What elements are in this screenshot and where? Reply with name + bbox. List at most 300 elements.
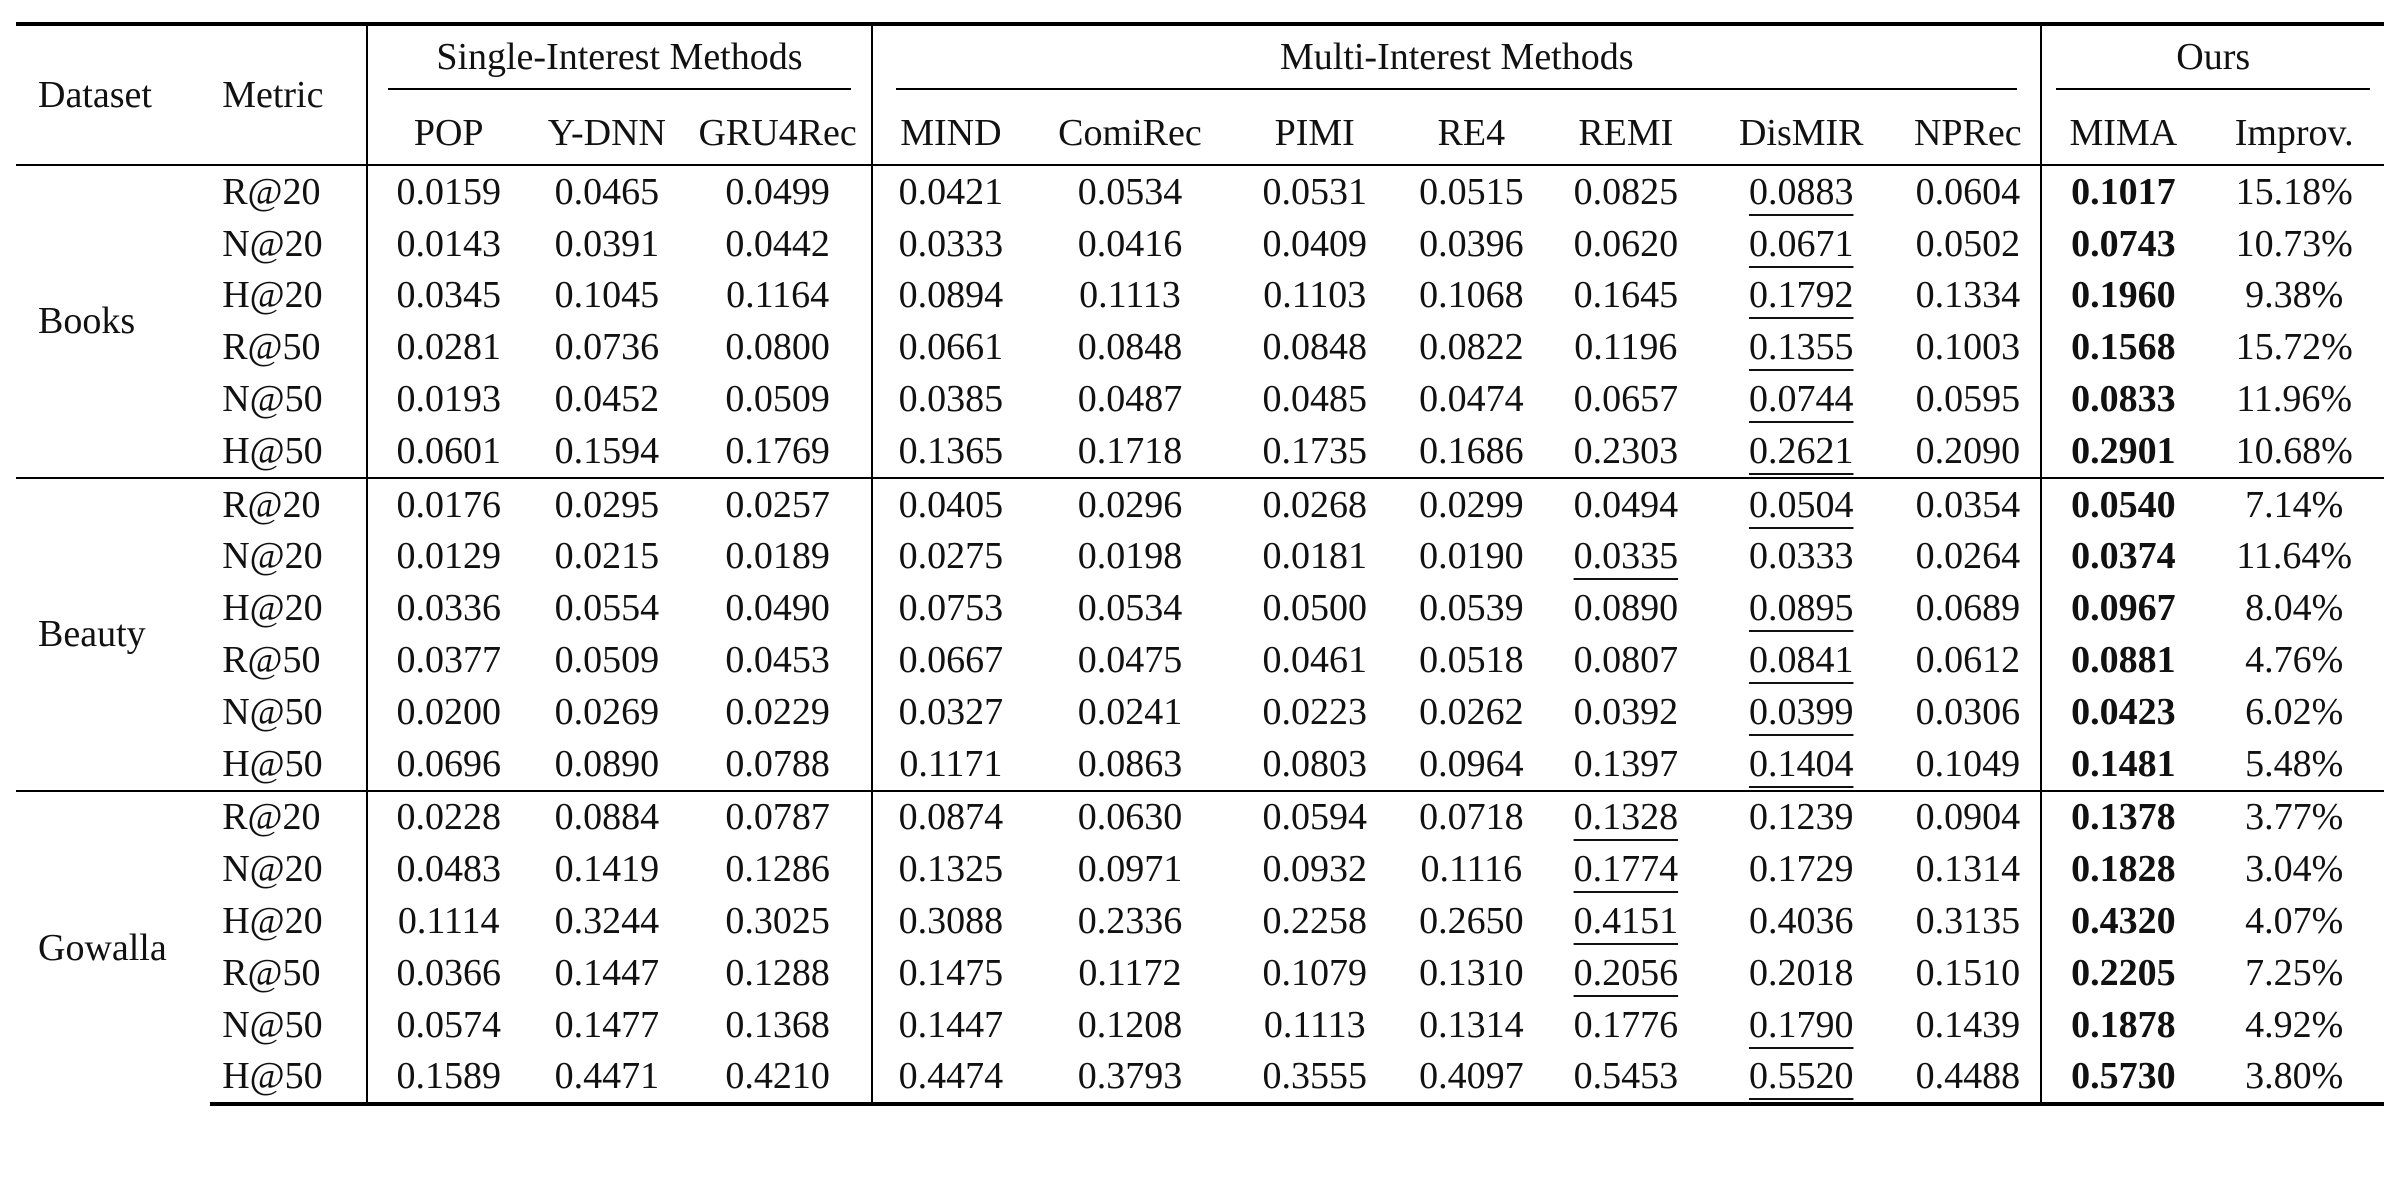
cell-value: 0.0143	[396, 222, 501, 265]
value-cell	[872, 999, 1029, 1051]
improvement-cell	[2204, 999, 2384, 1051]
results-table	[16, 22, 2384, 1106]
cell-value: 0.0268	[1262, 483, 1367, 526]
value-cell	[684, 531, 872, 583]
value-cell	[872, 582, 1029, 634]
value-cell	[1029, 843, 1232, 895]
value-cell	[367, 686, 530, 738]
value-cell	[684, 791, 872, 844]
cell-value: 0.0595	[1915, 378, 2021, 421]
second-best-value: 0.2621	[1748, 429, 1854, 472]
value-cell	[1231, 947, 1398, 999]
second-best-value: 0.0841	[1748, 639, 1854, 682]
group-header-row	[16, 24, 2384, 102]
cell-value: 0.0193	[396, 378, 501, 421]
best-value-cell	[2041, 999, 2204, 1051]
value-cell	[367, 1051, 530, 1105]
value-cell	[1707, 895, 1895, 947]
column-header-mind: MIND	[872, 102, 1029, 165]
best-value: 0.1828	[2071, 848, 2176, 891]
value-cell	[1398, 582, 1544, 634]
metric-cell: R@50	[222, 326, 321, 369]
improvement-cell	[2204, 895, 2384, 947]
group-header-ours-label: Ours	[2056, 38, 2370, 90]
cell-value: 0.0190	[1419, 535, 1524, 578]
value-cell	[1895, 478, 2041, 531]
best-value-cell	[2041, 321, 2204, 373]
metric-header: Metric	[210, 24, 367, 165]
improvement-value: 4.76%	[2245, 639, 2344, 682]
value-cell	[1231, 218, 1398, 270]
second-best-value: 0.0883	[1748, 170, 1854, 213]
value-cell	[367, 634, 530, 686]
value-cell	[1398, 531, 1544, 583]
value-cell	[1029, 634, 1232, 686]
cell-value: 0.1645	[1573, 274, 1679, 317]
metric-cell: R@20	[210, 791, 367, 844]
cell-value: 0.1114	[397, 900, 500, 943]
cell-value: 0.0807	[1573, 639, 1679, 682]
cell-value: 0.0295	[554, 483, 660, 526]
column-header-row	[16, 102, 2384, 165]
value-cell	[1707, 478, 1895, 531]
column-header-pop: POP	[367, 102, 530, 165]
cell-value: 0.1068	[1419, 274, 1524, 317]
value-cell	[530, 738, 685, 791]
metric-cell: N@50	[222, 1003, 323, 1046]
best-value: 0.0881	[2071, 639, 2176, 682]
value-cell	[1707, 843, 1895, 895]
best-value: 0.1878	[2071, 1003, 2176, 1046]
cell-value: 0.0894	[898, 274, 1004, 317]
table-body	[16, 165, 2384, 1104]
cell-value: 0.1208	[1077, 1003, 1183, 1046]
value-cell	[872, 791, 1029, 844]
value-cell	[1544, 218, 1707, 270]
value-cell	[1398, 947, 1544, 999]
cell-value: 0.0483	[396, 848, 501, 891]
value-cell	[1895, 947, 2041, 999]
cell-value: 0.0848	[1262, 326, 1367, 369]
value-cell	[1029, 218, 1232, 270]
improvement-cell	[2204, 686, 2384, 738]
improvement-value: 10.68%	[2235, 429, 2353, 472]
group-header-multi	[872, 24, 2041, 102]
improvement-value: 3.77%	[2245, 796, 2344, 839]
value-cell	[684, 1051, 872, 1105]
cell-value: 0.0661	[898, 326, 1004, 369]
value-cell	[1398, 634, 1544, 686]
cell-value: 0.0612	[1915, 639, 2021, 682]
value-cell	[684, 270, 872, 322]
value-cell	[872, 895, 1029, 947]
improvement-value: 7.25%	[2245, 951, 2344, 994]
cell-value: 0.0377	[396, 639, 501, 682]
metric-cell: N@20	[222, 535, 323, 578]
cell-value: 0.0299	[1419, 483, 1524, 526]
table-row	[16, 634, 2384, 686]
cell-value: 0.0787	[725, 796, 830, 839]
value-cell	[872, 165, 1029, 218]
value-cell	[1895, 895, 2041, 947]
cell-value: 0.0354	[1915, 483, 2021, 526]
cell-value: 0.1686	[1419, 429, 1524, 472]
cell-value: 0.0345	[396, 274, 501, 317]
cell-value: 0.2650	[1419, 900, 1524, 943]
value-cell	[1231, 999, 1398, 1051]
cell-value: 0.4471	[554, 1055, 660, 1098]
column-header-remi: REMI	[1578, 112, 1674, 154]
best-value: 0.0374	[2071, 535, 2176, 578]
value-cell	[1029, 738, 1232, 791]
value-cell	[1398, 843, 1544, 895]
best-value: 0.2901	[2071, 429, 2176, 472]
cell-value: 0.0327	[898, 690, 1004, 733]
column-header-gru4rec: GRU4Rec	[698, 112, 857, 154]
value-cell	[1029, 165, 1232, 218]
dataset-cell: Gowalla	[16, 791, 210, 1105]
cell-value: 0.0718	[1419, 796, 1524, 839]
cell-value: 0.0822	[1419, 326, 1524, 369]
second-best-value: 0.0335	[1573, 535, 1679, 578]
cell-value: 0.0534	[1077, 587, 1183, 630]
second-best-value: 0.0504	[1748, 483, 1854, 526]
value-cell	[1231, 634, 1398, 686]
value-cell	[367, 165, 530, 218]
improvement-cell	[2204, 1051, 2384, 1105]
value-cell	[367, 738, 530, 791]
value-cell	[1231, 478, 1398, 531]
value-cell	[1398, 791, 1544, 844]
cell-value: 0.0515	[1419, 170, 1524, 213]
metric-cell: N@50	[222, 690, 323, 733]
value-cell	[367, 895, 530, 947]
improvement-cell	[2204, 218, 2384, 270]
value-cell	[872, 218, 1029, 270]
best-value-cell	[2041, 582, 2204, 634]
improvement-cell	[2204, 270, 2384, 322]
value-cell	[1398, 895, 1544, 947]
table-row	[16, 999, 2384, 1051]
second-best-value: 0.1328	[1573, 796, 1679, 839]
cell-value: 0.1419	[554, 848, 660, 891]
group-header-ours	[2041, 24, 2384, 102]
second-best-value: 0.2056	[1573, 951, 1679, 994]
best-value: 0.1568	[2071, 326, 2176, 369]
value-cell	[1029, 582, 1232, 634]
cell-value: 0.0159	[396, 170, 501, 213]
value-cell	[530, 218, 685, 270]
value-cell	[1895, 999, 2041, 1051]
value-cell	[684, 738, 872, 791]
group-header-multi-label: Multi-Interest Methods	[896, 38, 2017, 90]
cell-value: 0.1314	[1915, 848, 2021, 891]
cell-value: 0.0971	[1077, 848, 1183, 891]
value-cell	[367, 321, 530, 373]
cell-value: 0.0200	[396, 690, 501, 733]
cell-value: 0.1113	[1263, 1003, 1366, 1046]
value-cell	[1895, 531, 2041, 583]
value-cell	[530, 1051, 685, 1105]
cell-value: 0.0932	[1262, 848, 1367, 891]
cell-value: 0.0509	[554, 639, 660, 682]
cell-value: 0.2336	[1077, 900, 1183, 943]
value-cell	[1029, 270, 1232, 322]
cell-value: 0.0494	[1573, 483, 1679, 526]
improvement-cell	[2204, 321, 2384, 373]
table-row	[16, 165, 2384, 218]
column-header-comirec: ComiRec	[1058, 112, 1202, 154]
improvement-cell	[2204, 531, 2384, 583]
second-best-value: 0.0399	[1748, 690, 1854, 733]
value-cell	[367, 582, 530, 634]
cell-value: 0.0753	[898, 587, 1004, 630]
value-cell	[1895, 373, 2041, 425]
value-cell	[367, 843, 530, 895]
cell-value: 0.0215	[554, 535, 660, 578]
cell-value: 0.1171	[899, 742, 1003, 785]
table-row	[16, 373, 2384, 425]
cell-value: 0.1310	[1419, 951, 1524, 994]
value-cell	[872, 270, 1029, 322]
value-cell	[1029, 1051, 1232, 1105]
value-cell	[1231, 791, 1398, 844]
value-cell	[684, 947, 872, 999]
value-cell	[1398, 270, 1544, 322]
metric-cell: R@20	[210, 478, 367, 531]
value-cell	[1707, 321, 1895, 373]
cell-value: 0.3088	[898, 900, 1004, 943]
cell-value: 0.1735	[1262, 429, 1367, 472]
value-cell	[1895, 582, 2041, 634]
value-cell	[872, 373, 1029, 425]
improvement-cell	[2204, 425, 2384, 478]
metric-cell: H@20	[222, 274, 323, 317]
best-value: 0.1481	[2071, 742, 2176, 785]
cell-value: 0.1447	[554, 951, 660, 994]
value-cell	[1029, 999, 1232, 1051]
improvement-value: 8.04%	[2245, 587, 2344, 630]
cell-value: 0.1729	[1748, 848, 1854, 891]
table-row	[16, 895, 2384, 947]
value-cell	[1544, 895, 1707, 947]
value-cell	[872, 634, 1029, 686]
cell-value: 0.0500	[1262, 587, 1367, 630]
improvement-value: 15.18%	[2235, 170, 2353, 213]
cell-value: 0.0176	[396, 483, 501, 526]
value-cell	[1544, 270, 1707, 322]
improvement-value: 15.72%	[2235, 326, 2353, 369]
value-cell	[684, 634, 872, 686]
improvement-cell	[2204, 582, 2384, 634]
value-cell	[1707, 425, 1895, 478]
value-cell	[1231, 895, 1398, 947]
improvement-cell	[2204, 738, 2384, 791]
value-cell	[684, 165, 872, 218]
value-cell	[1029, 895, 1232, 947]
value-cell	[367, 270, 530, 322]
improvement-value: 11.64%	[2236, 535, 2353, 578]
value-cell	[1707, 1051, 1895, 1105]
metric-cell: H@20	[222, 900, 323, 943]
value-cell	[367, 791, 530, 844]
value-cell	[1398, 1051, 1544, 1105]
cell-value: 0.1325	[898, 848, 1004, 891]
value-cell	[1398, 738, 1544, 791]
cell-value: 0.5453	[1573, 1055, 1679, 1098]
best-value-cell	[2041, 843, 2204, 895]
cell-value: 0.0392	[1573, 690, 1679, 733]
value-cell	[872, 947, 1029, 999]
value-cell	[1231, 165, 1398, 218]
value-cell	[1029, 478, 1232, 531]
value-cell	[367, 947, 530, 999]
value-cell	[1231, 425, 1398, 478]
value-cell	[1544, 843, 1707, 895]
improvement-value: 3.04%	[2245, 848, 2344, 891]
value-cell	[1544, 1051, 1707, 1105]
table-row	[16, 791, 2384, 844]
metric-cell: N@20	[222, 222, 323, 265]
cell-value: 0.4210	[725, 1055, 830, 1098]
value-cell	[684, 895, 872, 947]
value-cell	[1231, 373, 1398, 425]
value-cell	[1707, 218, 1895, 270]
cell-value: 0.0736	[554, 326, 660, 369]
cell-value: 0.0696	[396, 742, 501, 785]
second-best-value: 0.1792	[1748, 274, 1854, 317]
value-cell	[530, 947, 685, 999]
best-value: 0.0540	[2071, 483, 2176, 526]
cell-value: 0.0461	[1262, 639, 1367, 682]
metric-cell: R@50	[222, 639, 321, 682]
cell-value: 0.0630	[1077, 796, 1183, 839]
cell-value: 0.0452	[554, 378, 660, 421]
improvement-cell	[2204, 791, 2384, 844]
table-row	[16, 738, 2384, 791]
value-cell	[1544, 425, 1707, 478]
improvement-value: 4.07%	[2245, 900, 2344, 943]
cell-value: 0.0189	[725, 535, 830, 578]
improvement-value: 5.48%	[2245, 742, 2344, 785]
cell-value: 0.0409	[1262, 222, 1367, 265]
cell-value: 0.0620	[1573, 222, 1679, 265]
value-cell	[1398, 165, 1544, 218]
cell-value: 0.0391	[554, 222, 660, 265]
metric-cell: R@50	[222, 951, 321, 994]
cell-value: 0.1239	[1748, 796, 1854, 839]
value-cell	[1895, 634, 2041, 686]
cell-value: 0.0421	[898, 170, 1004, 213]
best-value-cell	[2041, 791, 2204, 844]
cell-value: 0.0904	[1915, 796, 2021, 839]
value-cell	[1029, 791, 1232, 844]
improvement-cell	[2204, 478, 2384, 531]
metric-cell: N@20	[222, 848, 323, 891]
value-cell	[1231, 738, 1398, 791]
cell-value: 0.0890	[554, 742, 660, 785]
cell-value: 0.0396	[1419, 222, 1524, 265]
cell-value: 0.1196	[1574, 326, 1678, 369]
cell-value: 0.1475	[898, 951, 1004, 994]
cell-value: 0.0366	[396, 951, 501, 994]
dataset-cell: Books	[16, 165, 210, 478]
value-cell	[1707, 373, 1895, 425]
cell-value: 0.3025	[725, 900, 830, 943]
cell-value: 0.0788	[725, 742, 830, 785]
best-value-cell	[2041, 686, 2204, 738]
cell-value: 0.0223	[1262, 690, 1367, 733]
value-cell	[684, 686, 872, 738]
value-cell	[1707, 947, 1895, 999]
metric-cell: H@20	[222, 587, 323, 630]
value-cell	[1398, 478, 1544, 531]
cell-value: 0.0502	[1915, 222, 2021, 265]
cell-value: 0.0306	[1915, 690, 2021, 733]
second-best-value: 0.1355	[1748, 326, 1854, 369]
best-value: 0.1017	[2071, 170, 2176, 213]
value-cell	[1544, 738, 1707, 791]
cell-value: 0.0490	[725, 587, 830, 630]
cell-value: 0.1045	[554, 274, 660, 317]
value-cell	[1398, 686, 1544, 738]
value-cell	[872, 321, 1029, 373]
second-best-value: 0.5520	[1748, 1055, 1854, 1098]
value-cell	[1895, 791, 2041, 844]
cell-value: 0.1594	[554, 429, 660, 472]
dataset-header: Dataset	[16, 24, 210, 165]
cell-value: 0.0518	[1419, 639, 1524, 682]
value-cell	[1544, 321, 1707, 373]
cell-value: 0.0296	[1077, 483, 1183, 526]
cell-value: 0.4474	[898, 1055, 1004, 1098]
group-header-single-label: Single-Interest Methods	[388, 38, 851, 90]
cell-value: 0.0554	[554, 587, 660, 630]
best-value-cell	[2041, 425, 2204, 478]
improvement-value: 9.38%	[2245, 274, 2344, 317]
cell-value: 0.1439	[1915, 1003, 2021, 1046]
cell-value: 0.3135	[1915, 900, 2021, 943]
table-row	[16, 531, 2384, 583]
cell-value: 0.0228	[396, 796, 501, 839]
value-cell	[1895, 425, 2041, 478]
value-cell	[1398, 218, 1544, 270]
value-cell	[1544, 478, 1707, 531]
value-cell	[530, 791, 685, 844]
table-row	[16, 1051, 2384, 1105]
second-best-value: 0.4151	[1573, 900, 1679, 943]
value-cell	[1895, 738, 2041, 791]
best-value-cell	[2041, 895, 2204, 947]
dataset-cell: Beauty	[16, 478, 210, 791]
column-header-nprec: NPRec	[1913, 112, 2022, 154]
value-cell	[1544, 165, 1707, 218]
value-cell	[684, 321, 872, 373]
cell-value: 0.4036	[1748, 900, 1854, 943]
value-cell	[1895, 843, 2041, 895]
cell-value: 0.0257	[725, 483, 830, 526]
cell-value: 0.0890	[1573, 587, 1679, 630]
value-cell	[530, 165, 685, 218]
cell-value: 0.0262	[1419, 690, 1524, 733]
best-value-cell	[2041, 270, 2204, 322]
best-value-cell	[2041, 947, 2204, 999]
metric-cell: H@50	[222, 429, 323, 472]
cell-value: 0.0874	[898, 796, 1004, 839]
best-value: 0.1960	[2071, 274, 2176, 317]
value-cell	[530, 686, 685, 738]
value-cell	[1029, 531, 1232, 583]
